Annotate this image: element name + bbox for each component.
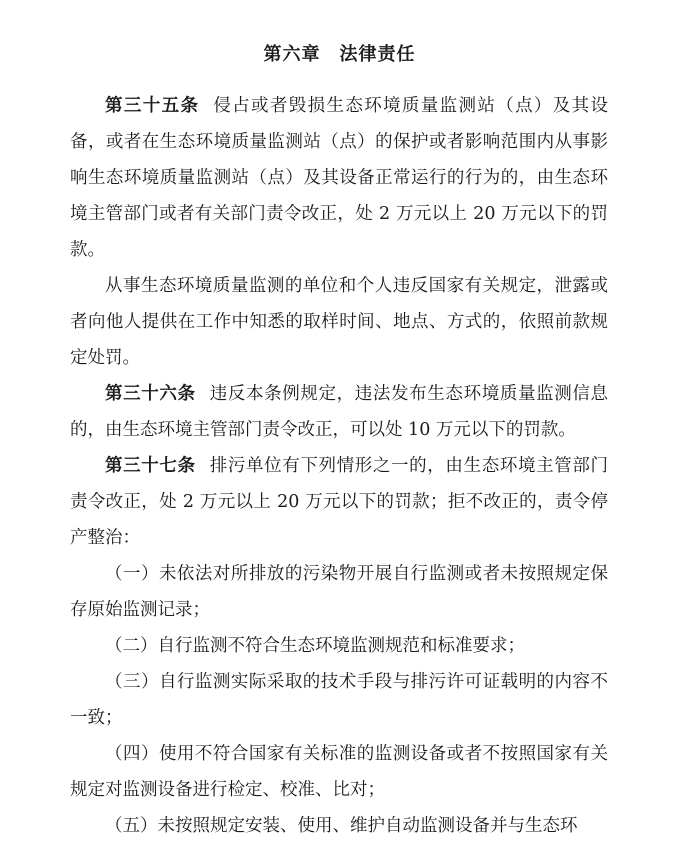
article-35-text: 侵占或者毁损生态环境质量监测站（点）及其设备，或者在生态环境质量监测站（点）的保护或者影响范围内从事影响生态环境质量监测站（点）及其设备正常运行的行为的，由生态环境主管部门或者有关部门责令改正，处 2 万元以上 20 万元以下的罚款。 <box>70 96 609 260</box>
article-37-item-4: （四）使用不符合国家有关标准的监测设备或者不按照国家有关规定对监测设备进行检定、校准、比对； <box>70 744 608 800</box>
article-35-number: 第三十五条 <box>105 96 200 116</box>
article-36-paragraph <box>70 376 608 448</box>
article-37-number: 第三十七条 <box>105 456 196 476</box>
document-body <box>70 88 608 844</box>
article-36-text: 违反本条例规定，违法发布生态环境质量监测信息的，由生态环境主管部门责令改正，可以处 10 万元以下的罚款。 <box>70 384 609 440</box>
article-35-paragraph-2: 从事生态环境质量监测的单位和个人违反国家有关规定，泄露或者向他人提供在工作中知悉的取样时间、地点、方式的，依照前款规定处罚。 <box>70 276 608 368</box>
article-37-item-2: （二）自行监测不符合生态环境监测规范和标准要求； <box>105 636 525 656</box>
chapter-title: 第六章 法律责任 <box>263 44 416 65</box>
article-37-paragraph <box>70 448 608 556</box>
article-37-text: 排污单位有下列情形之一的，由生态环境主管部门责令改正，处 2 万元以上 20 万元以下的罚款；拒不改正的，责令停产整治： <box>70 456 609 548</box>
article-36-number: 第三十六条 <box>105 384 196 404</box>
article-37-item-5: （五）未按照规定安装、使用、维护自动监测设备并与生态环 <box>105 816 578 836</box>
article-37-item-1: （一）未依法对所排放的污染物开展自行监测或者未按照规定保存原始监测记录； <box>70 564 608 620</box>
article-35-paragraph <box>70 88 608 268</box>
article-37-item-3: （三）自行监测实际采取的技术手段与排污许可证载明的内容不一致； <box>70 672 608 728</box>
